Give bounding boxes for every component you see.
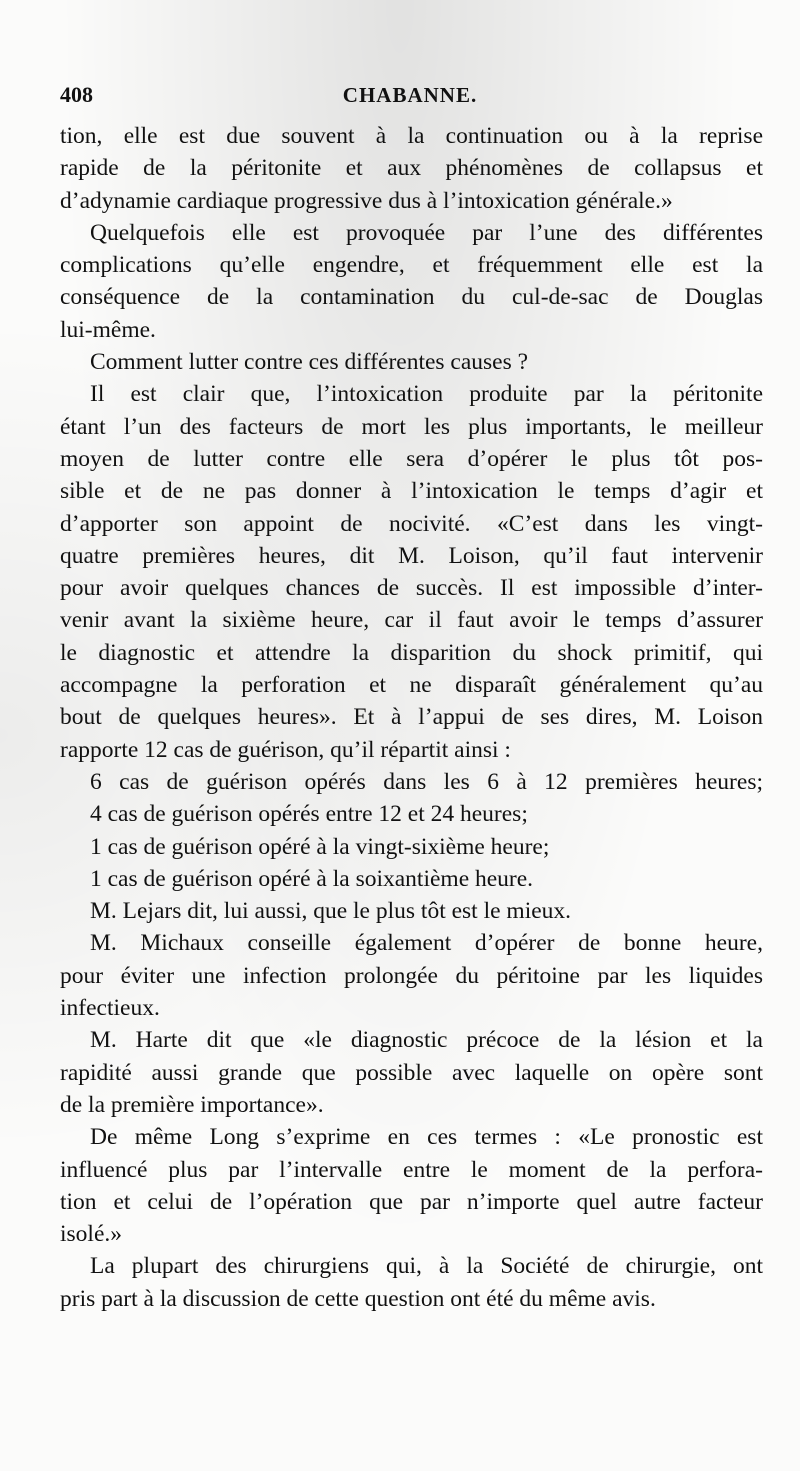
text-line: de la première importance».	[60, 1091, 324, 1118]
text-line: complications qu’elle engendre, et fréquemment elle est la	[60, 252, 763, 279]
text-line: pour avoir quelques chances de succès. Il est impossible d’inter-	[60, 575, 763, 602]
text-line: 4 cas de guérison opérés entre 12 et 24 heures;	[90, 801, 528, 828]
text-line: quatre premières heures, dit M. Loison, qu’il faut intervenir	[60, 542, 763, 569]
running-head: CHABANNE.	[342, 83, 478, 107]
body-text	[60, 120, 763, 1315]
text-line: moyen de lutter contre elle sera d’opérer le plus tôt pos-	[60, 445, 763, 472]
text-line: tion, elle est due souvent à la continuation ou à la reprise	[60, 123, 763, 149]
text-line: conséquence de la contamination du cul-de-sac de Douglas	[60, 284, 763, 311]
text-line: De même Long s’exprime en ces termes : «Le pronostic est	[90, 1124, 763, 1151]
text-line: La plupart des chirurgiens qui, à la Société de chirurgie, ont	[90, 1253, 763, 1280]
text-line: rapporte 12 cas de guérison, qu’il répartit ainsi :	[60, 736, 511, 763]
text-line: pris part à la discussion de cette question ont été du même avis.	[60, 1285, 656, 1312]
text-line: pour éviter une infection prolongée du péritoine par les liquides	[60, 962, 763, 989]
text-line: M. Lejars dit, lui aussi, que le plus tôt est le mieux.	[90, 898, 572, 925]
text-line: lui-même.	[60, 316, 156, 343]
text-line: d’apporter son appoint de nocivité. «C’est dans les vingt-	[60, 510, 763, 537]
text-line: Il est clair que, l’intoxication produite par la péritonite	[90, 381, 763, 408]
text-line: 1 cas de guérison opéré à la vingt-sixième heure;	[90, 833, 550, 860]
text-line: 1 cas de guérison opéré à la soixantième heure.	[90, 865, 534, 892]
text-line: Comment lutter contre ces différentes causes ?	[90, 349, 529, 376]
text-line: M. Michaux conseille également d’opérer de bonne heure,	[90, 930, 763, 957]
text-line: accompagne la perforation et ne disparaît généralement qu’au	[60, 672, 763, 699]
page-number: 408	[60, 82, 93, 107]
text-line: M. Harte dit que «le diagnostic précoce de la lésion et la	[90, 1027, 763, 1054]
text-line: tion et celui de l’opération que par n’importe quel autre facteur	[60, 1188, 763, 1215]
text-line: étant l’un des facteurs de mort les plus importants, le meilleur	[60, 413, 763, 440]
text-line: influencé plus par l’intervalle entre le moment de la perfora-	[60, 1156, 763, 1183]
text-line: d’adynamie cardiaque progressive dus à l’intoxication générale.»	[60, 187, 673, 214]
text-line: rapide de la péritonite et aux phénomènes de collapsus et	[60, 155, 763, 182]
text-line: isolé.»	[60, 1221, 123, 1248]
text-line: 6 cas de guérison opérés dans les 6 à 12 premières heures;	[90, 768, 763, 795]
text-line: sible et de ne pas donner à l’intoxication le temps d’agir et	[60, 478, 763, 505]
text-line: bout de quelques heures». Et à l’appui de ses dires, M. Loison	[60, 704, 763, 731]
text-line: infectieux.	[60, 995, 160, 1022]
text-line: venir avant la sixième heure, car il faut avoir le temps d’assurer	[60, 607, 763, 634]
page-header	[60, 80, 760, 110]
text-line: Quelquefois elle est provoquée par l’une des différentes	[90, 219, 763, 246]
text-line: le diagnostic et attendre la disparition du shock primitif, qui	[60, 639, 763, 666]
text-line: rapidité aussi grande que possible avec laquelle on opère sont	[60, 1059, 763, 1086]
